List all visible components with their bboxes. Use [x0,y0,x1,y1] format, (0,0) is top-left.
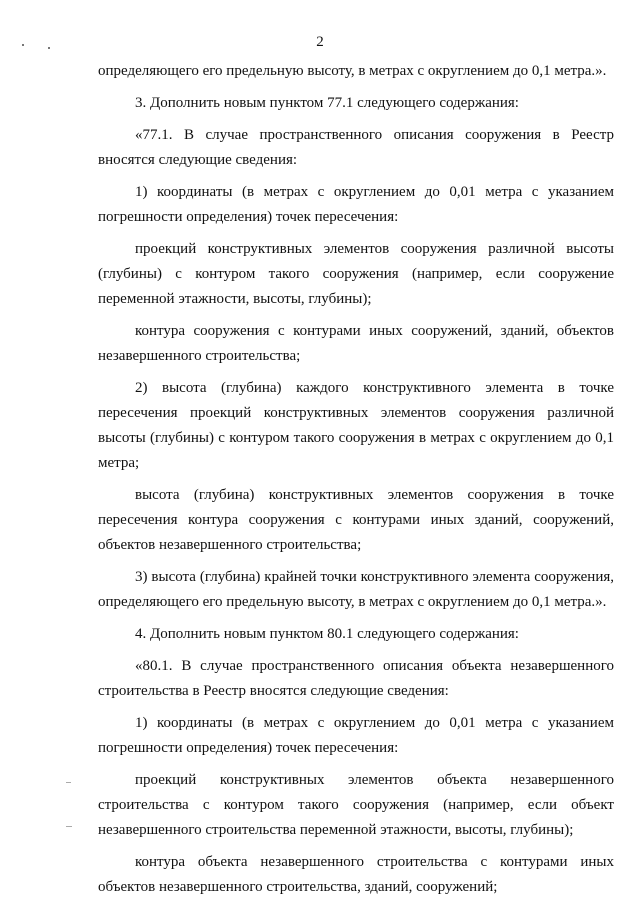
paragraph-80-1-intro: «80.1. В случае пространственного описания объекта незавершенного строительства в Реестр вносятся следующие сведения: [98,658,614,699]
paragraph-77-1-extreme-point: 3) высота (глубина) крайней точки конструктивного элемента сооружения, определяющего его предельную высоту, в метрах с округлением до 0,1 метра.». [98,569,614,610]
paragraph-77-1-height: 2) высота (глубина) каждого конструктивного элемента в точке пересечения проекций конструктивных элементов сооружения различной высоты (глубины) с контуром такого сооружения в метрах с округлением до 0,1 метра; [98,380,614,471]
scan-speck [66,826,72,827]
paragraph-80-1-projections: проекций конструктивных элементов объекта незавершенного строительства с контуром такого сооружения (например, если объект незавершенного строительства переменной этажности, высоты, глубины); [98,772,614,838]
paragraph-77-1-contour: контура сооружения с контурами иных сооружений, зданий, объектов незавершенного строительства; [98,323,614,364]
scan-speck [48,47,50,49]
page-number: 2 [316,34,324,50]
paragraph-77-1-projections: проекций конструктивных элементов сооружения различной высоты (глубины) с контуром такого сооружения (например, если сооружение переменной этажности, высоты, глубины); [98,241,614,307]
scan-speck [22,44,24,46]
paragraph-77-1-intro: «77.1. В случае пространственного описания сооружения в Реестр вносятся следующие сведения: [98,127,614,168]
paragraph-77-1-height-contour: высота (глубина) конструктивных элементов сооружения в точке пересечения контура сооружения с контурами иных зданий, сооружений, объектов незавершенного строительства; [98,487,614,553]
paragraph-continuation: определяющего его предельную высоту, в метрах с округлением до 0,1 метра.». [98,63,607,79]
scan-speck [66,782,71,783]
paragraph-item-3: 3. Дополнить новым пунктом 77.1 следующего содержания: [135,95,519,111]
paragraph-80-1-coordinates: 1) координаты (в метрах с округлением до 0,01 метра с указанием погрешности определения) точек пересечения: [98,715,614,756]
paragraph-77-1-coordinates: 1) координаты (в метрах с округлением до 0,01 метра с указанием погрешности определения) точек пересечения: [98,184,614,225]
paragraph-80-1-contour: контура объекта незавершенного строительства с контурами иных объектов незавершенного строительства, зданий, сооружений; [98,854,614,895]
document-body [98,59,614,900]
paragraph-item-4: 4. Дополнить новым пунктом 80.1 следующего содержания: [135,626,519,642]
